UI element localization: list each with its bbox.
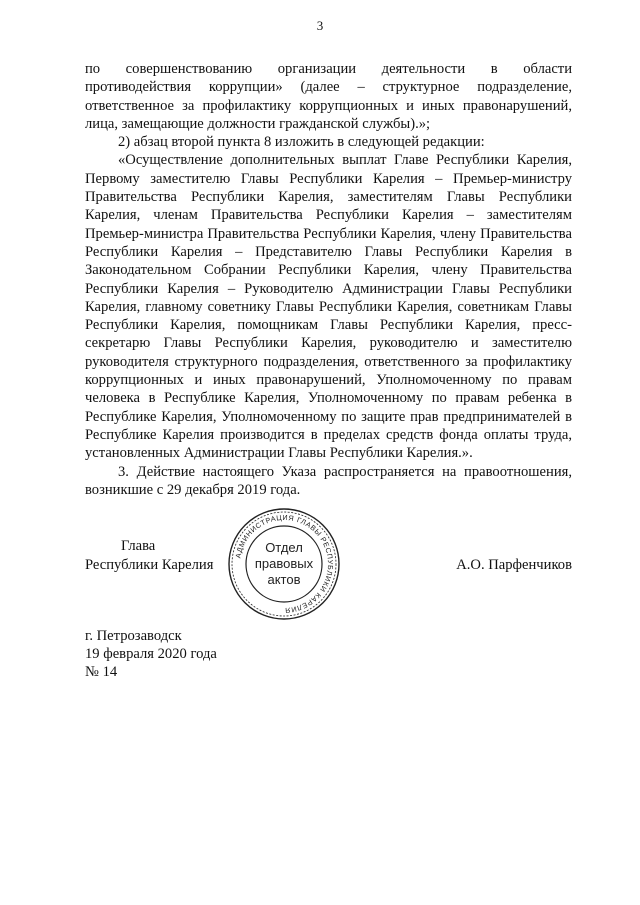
seal-graphic	[226, 506, 342, 622]
seal-line2: правовых	[254, 556, 314, 571]
page-number: 3	[316, 18, 324, 33]
signatory-title	[85, 537, 213, 575]
seal-line3: актов	[267, 572, 301, 587]
footer-number: № 14	[85, 664, 118, 680]
official-seal-stamp	[226, 506, 342, 622]
document-footer	[85, 627, 217, 681]
footer-date: 19 февраля 2020 года	[85, 646, 217, 662]
document-body	[85, 60, 572, 499]
paragraph-item-2: 2) абзац второй пункта 8 изложить в следующей редакции:	[118, 134, 485, 151]
signatory-name: А.О. Парфенчиков	[456, 557, 572, 573]
signatory-title-line2: Республики Карелия	[85, 557, 214, 573]
seal-ring-text: АДМИНИСТРАЦИЯ ГЛАВЫ РЕСПУБЛИКИ КАРЕЛИЯ	[233, 512, 336, 616]
paragraph-item-3: 3. Действие настоящего Указа распространяется на правоотношения, возникшие с 29 декабря 2019 года.	[85, 463, 572, 498]
footer-city: г. Петрозаводск	[85, 628, 182, 644]
paragraph-continuation: по совершенствованию организации деятельности в области противодействия коррупции» (далее – структурное подразделение, ответственное за профилактику коррупционных и иных правонарушений, лица, замещающие должности гражданской службы).»;	[85, 61, 572, 132]
paragraph-quoted-text: «Осуществление дополнительных выплат Главе Республики Карелия, Первому заместителю Главы Республики Карелия – Премьер-министру Правительства Республики Карелия, заместителям Главы Республики Карелия, членам Правительства Республики Карелия – заместителям Премьер-министра Правительства Республики Карелия, члену Правительства Республики Карелия – Представителю Главы Республики Карелия в Законодательном Собрании Республики Карелия, члену Правительства Республики Карелия – Руководителю Администрации Главы Республики Карелия, главному советнику Главы Республики Карелия, советникам Главы Республики Карелия, помощникам Главы Республики Карелия, пресс-секретарю Главы Республики Карелия, руководителю и заместителю руководителя структурного подразделения, ответственного за профилактику коррупционных и иных правонарушений, Уполномоченному по правам человека в Республике Карелия, Уполномоченному по правам ребенка в Республике Карелия, Уполномоченному по защите прав предпринимателей в Республике Карелия производится в пределах средств фонда оплаты труда, установленных Администрации Главы Республики Карелия.».	[85, 152, 572, 462]
signatory-title-line1: Глава	[121, 538, 156, 554]
seal-line1: Отдел	[265, 540, 303, 555]
